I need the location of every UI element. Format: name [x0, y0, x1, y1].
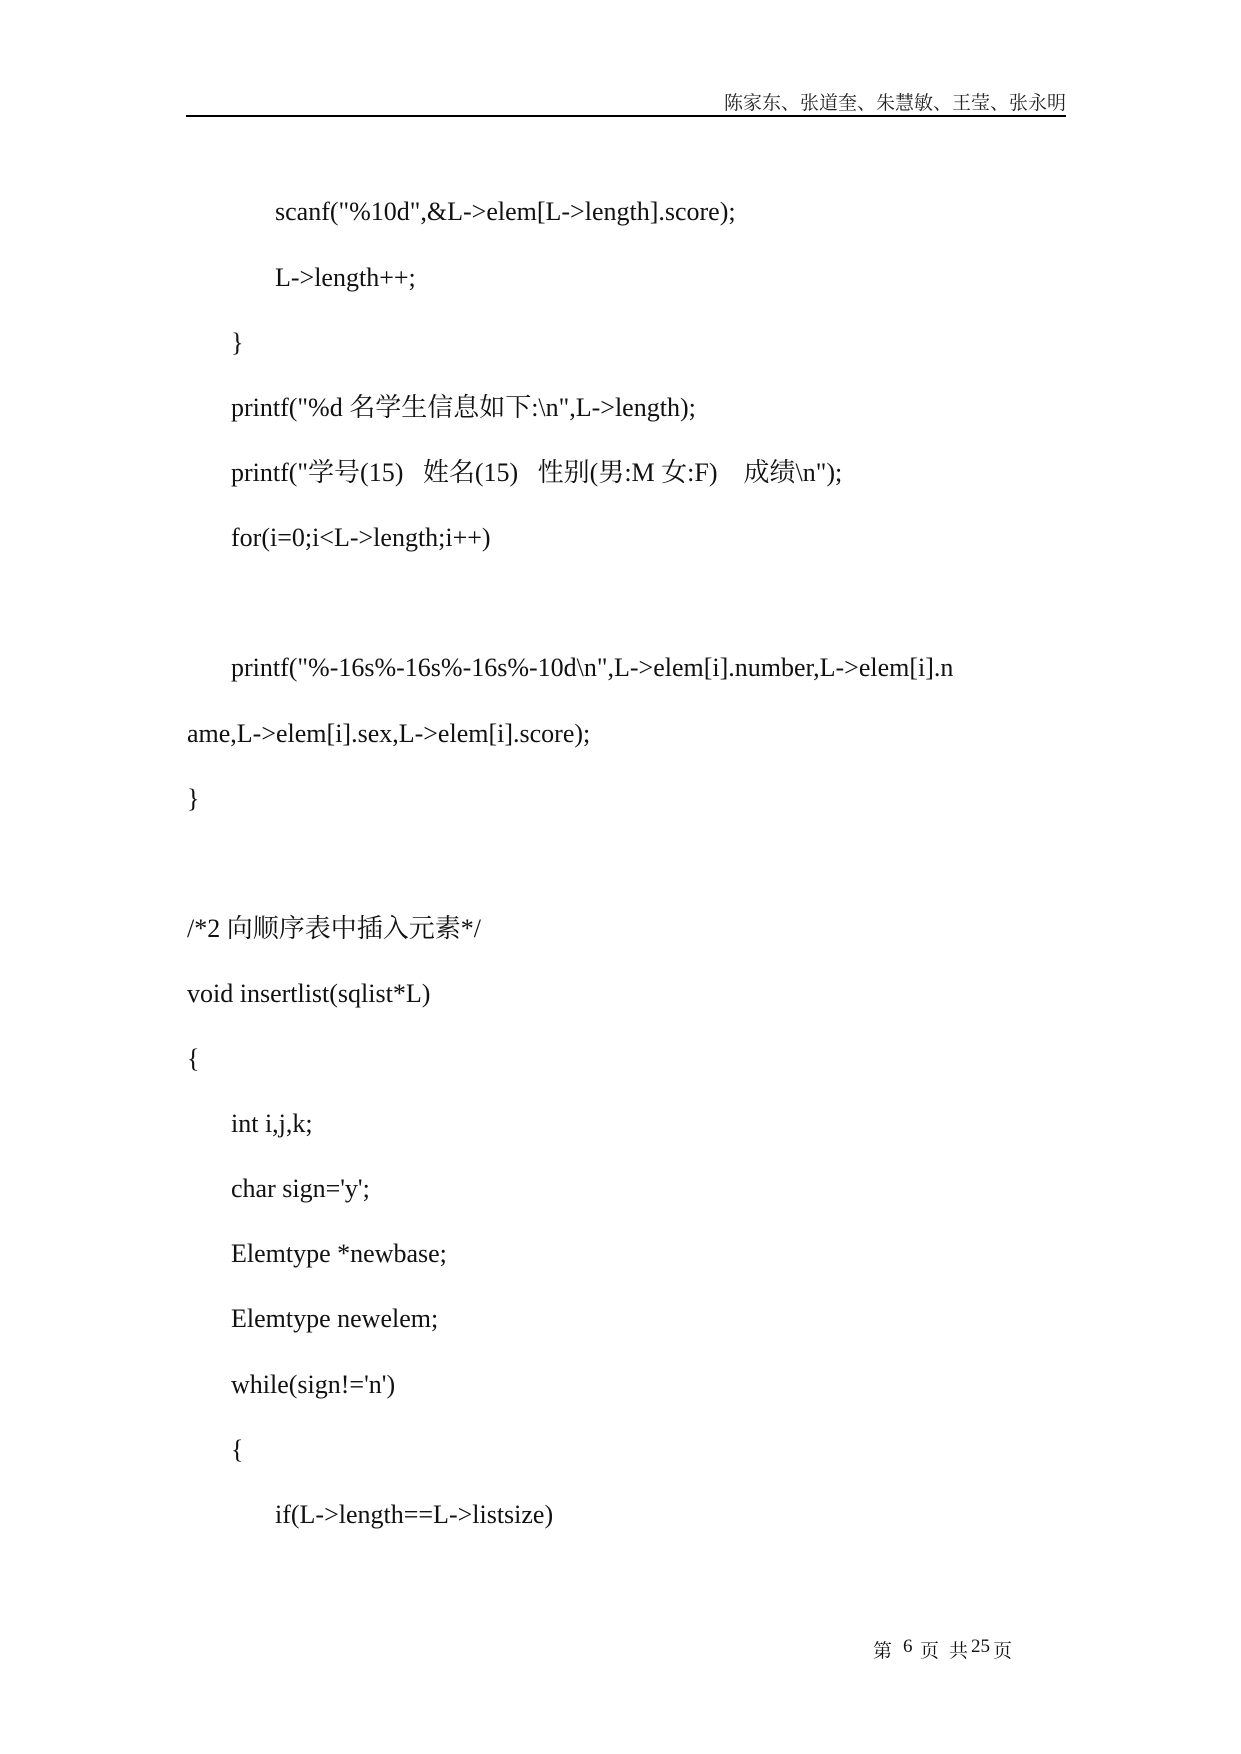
code-line: /*2 向顺序表中插入元素*/ — [187, 914, 481, 943]
code-line: } — [231, 328, 244, 357]
code-line: scanf("%10d",&L->elem[L->length].score); — [275, 197, 736, 226]
code-line: if(L->length==L->listsize) — [275, 1500, 554, 1529]
code-line: printf("学号(15) 姓名(15) 性别(男:M 女:F) 成绩\n"); — [231, 458, 843, 487]
code-line: void insertlist(sqlist*L) — [187, 979, 431, 1008]
code-line: L->length++; — [275, 263, 416, 292]
code-line: char sign='y'; — [231, 1174, 370, 1203]
page-number: 6 — [903, 1636, 913, 1657]
page-label-suffix: 页 — [920, 1641, 940, 1662]
code-line: int i,j,k; — [231, 1109, 313, 1138]
code-line: while(sign!='n') — [231, 1370, 396, 1399]
total-label-suffix: 页 — [993, 1641, 1013, 1662]
code-line: ame,L->elem[i].sex,L->elem[i].score); — [187, 719, 591, 748]
code-line: for(i=0;i<L->length;i++) — [231, 523, 491, 552]
page-label-prefix: 第 — [873, 1641, 893, 1662]
code-line: { — [187, 1044, 200, 1073]
code-line: printf("%-16s%-16s%-16s%-10d\n",L->elem[i].number,L->elem[i].n — [231, 653, 954, 682]
code-line: } — [187, 784, 200, 813]
total-label-prefix: 共 — [949, 1641, 969, 1662]
running-header: 陈家东、张道奎、朱慧敏、王莹、张永明 — [723, 93, 1066, 114]
total-pages: 25 — [971, 1636, 990, 1657]
code-line: Elemtype newelem; — [231, 1304, 439, 1333]
code-line: printf("%d 名学生信息如下:\n",L->length); — [231, 393, 696, 422]
code-line: Elemtype *newbase; — [231, 1239, 447, 1268]
code-line: { — [231, 1435, 244, 1464]
